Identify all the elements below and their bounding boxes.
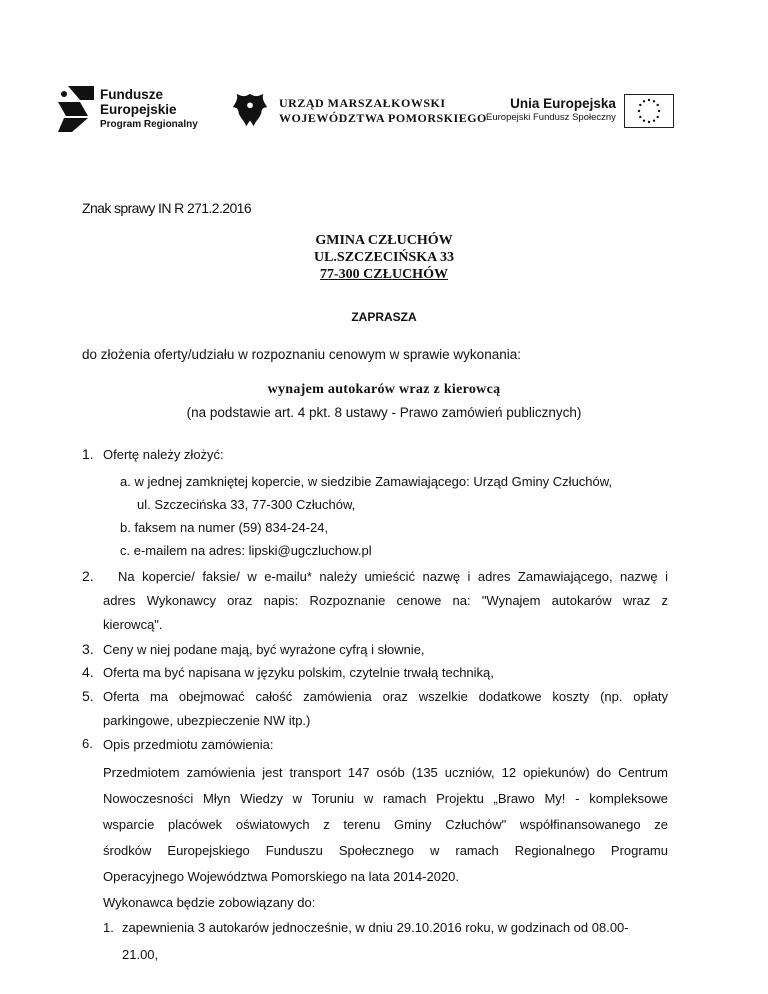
item3-number: 3. xyxy=(82,641,94,657)
item1-number: 1. xyxy=(82,446,94,462)
fundusze-europejskie-logo xyxy=(58,86,198,132)
um-line1: URZĄD MARSZAŁKOWSKI xyxy=(279,96,446,110)
item2-line2: adres Wykonawcy oraz napis: Rozpoznanie cenowe na: "Wynajem autokarów wraz z xyxy=(103,593,668,608)
ue-line1: Unia Europejska xyxy=(510,96,616,111)
fe-line2: Europejskie xyxy=(100,101,177,117)
desc-line4: środków Europejskiego Funduszu Społecznego w ramach Regionalnego Programu xyxy=(103,843,668,858)
header-logos xyxy=(0,86,768,146)
item4-text: Oferta ma być napisana w języku polskim, czytelnie trwałą techniką, xyxy=(103,665,494,680)
case-number: Znak sprawy IN R 271.2.2016 xyxy=(82,200,252,216)
item6-text: Opis przedmiotu zamówienia: xyxy=(103,737,274,752)
eu-flag-icon xyxy=(624,94,674,128)
item5-number: 5. xyxy=(82,688,94,704)
address-line1: GMINA CZŁUCHÓW xyxy=(315,233,453,248)
legal-basis: (na podstawie art. 4 pkt. 8 ustawy - Prawo zamówień publicznych) xyxy=(186,405,582,420)
subitem1-line2: 21.00, xyxy=(122,947,159,962)
item6-number: 6. xyxy=(82,736,93,751)
item1a-text: a. w jednej zamkniętej kopercie, w siedzibie Zamawiającego: Urząd Gminy Człuchów, xyxy=(120,474,613,489)
item4-number: 4. xyxy=(82,664,94,680)
desc-line3: wsparcie placówek oświatowych z terenu Gminy Człuchów" współfinansowanego ze xyxy=(103,817,668,832)
item1c-text: c. e-mailem na adres: lipski@ugczluchow.pl xyxy=(120,543,372,558)
item5-line1: Oferta ma obejmować całość zamówienia oraz wszelkie dodatkowe koszty (np. opłaty xyxy=(103,689,668,704)
item3-text: Ceny w niej podane mają, być wyrażone cyfrą i słownie, xyxy=(103,642,425,657)
subitem1-number: 1. xyxy=(103,920,114,935)
item2-line3: kierowcą". xyxy=(103,617,163,632)
address-line2: UL.SZCZECIŃSKA 33 xyxy=(313,250,455,265)
desc-line5: Operacyjnego Województwa Pomorskiego na lata 2014-2020. xyxy=(103,869,460,884)
griffin-icon xyxy=(231,92,269,130)
ue-line2: Europejski Fundusz Społeczny xyxy=(486,112,616,123)
invite-heading: ZAPRASZA xyxy=(351,310,417,324)
item2-number: 2. xyxy=(82,568,94,584)
intro-text: do złożenia oferty/udziału w rozpoznaniu cenowym w sprawie wykonania: xyxy=(82,347,521,362)
unia-europejska-logo xyxy=(486,94,674,128)
fe-line1: Fundusze xyxy=(100,86,163,102)
fe-star-icon xyxy=(58,86,94,132)
address-line3: 77-300 CZŁUCHÓW xyxy=(320,267,448,282)
desc-line6: Wykonawca będzie zobowiązany do: xyxy=(103,895,316,910)
desc-line1: Przedmiotem zamówienia jest transport 147 osób (135 uczniów, 12 opiekunów) do Centrum xyxy=(103,765,668,780)
fe-line3: Program Regionalny xyxy=(100,118,198,130)
item2-line1: Na kopercie/ faksie/ w e-mailu* należy umieścić nazwę i adres Zamawiającego, nazwę i xyxy=(118,569,668,584)
um-line2: WOJEWÓDZTWA POMORSKIEGO xyxy=(279,111,487,125)
subject-title: wynajem autokarów wraz z kierowcą xyxy=(267,382,501,397)
subitem1-text: zapewnienia 3 autokarów jednocześnie, w dniu 29.10.2016 roku, w godzinach od 08.00- xyxy=(122,920,629,935)
item1a-line2: ul. Szczecińska 33, 77-300 Człuchów, xyxy=(137,497,356,512)
urzad-marszalkowski-logo xyxy=(231,92,487,130)
item1-text: Ofertę należy złożyć: xyxy=(103,447,224,462)
item1b-text: b. faksem na numer (59) 834-24-24, xyxy=(120,520,329,535)
desc-line2: Nowoczesności Młyn Wiedzy w Toruniu w ramach Projektu „Brawo My! - kompleksowe xyxy=(103,791,668,806)
item5-line2: parkingowe, ubezpieczenie NW itp.) xyxy=(103,713,311,728)
recipient-address xyxy=(0,232,768,283)
